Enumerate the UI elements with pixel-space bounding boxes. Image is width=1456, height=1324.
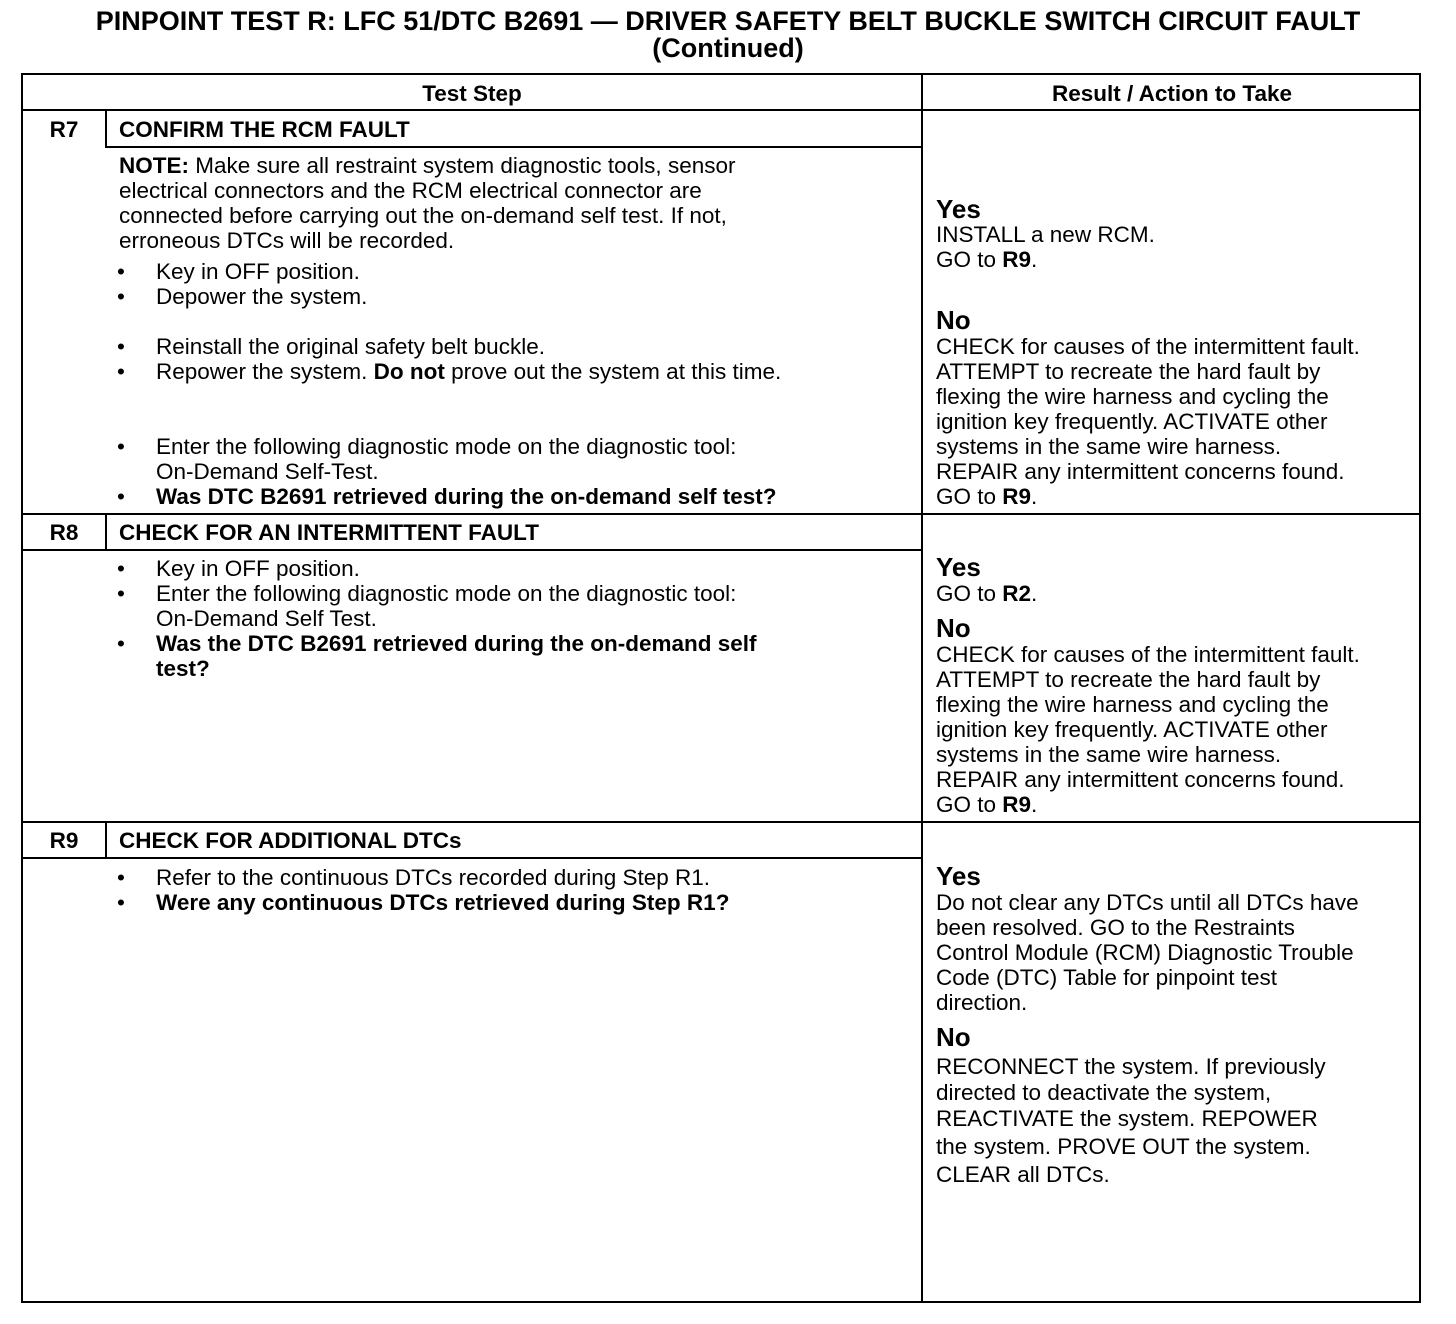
step-link: R2: [1002, 581, 1032, 606]
note-line: electrical connectors and the RCM electrical connector are: [119, 178, 702, 203]
header-divider: [23, 109, 1421, 111]
r8-step-key-off: Key in OFF position.: [156, 556, 360, 581]
r7-step-repower: [156, 359, 781, 384]
bullet-icon: •: [117, 484, 125, 509]
bullet-icon: •: [117, 334, 125, 359]
r7-id-divider: [105, 111, 107, 147]
bullet-icon: •: [117, 865, 125, 890]
r7-yes-action: INSTALL a new RCM.: [936, 222, 1155, 247]
r8-row-divider: [23, 513, 1421, 515]
text-span: .: [1031, 247, 1038, 272]
step-id-r7: R7: [49, 117, 79, 142]
r9-no-heading: No: [936, 1022, 971, 1052]
r8-no-goto: [936, 792, 1037, 817]
column-header-result: Result / Action to Take: [1051, 81, 1293, 106]
r9-row-divider: [23, 821, 1421, 823]
bullet-icon: •: [117, 581, 125, 606]
column-divider: [921, 75, 923, 1303]
r9-yes-line: direction.: [936, 990, 1028, 1015]
r8-title-divider: [23, 549, 921, 551]
r7-yes-goto: [936, 247, 1037, 272]
r7-step-key-off: Key in OFF position.: [156, 259, 360, 284]
title-line-2: (Continued): [652, 33, 804, 63]
r7-question: Was DTC B2691 retrieved during the on-demand self test?: [156, 484, 777, 509]
r9-id-divider: [105, 821, 107, 858]
r8-no-line: flexing the wire harness and cycling the: [936, 692, 1329, 717]
bullet-icon: •: [117, 556, 125, 581]
r9-yes-line: Code (DTC) Table for pinpoint test: [936, 965, 1277, 990]
text-span: .: [1031, 484, 1038, 509]
bullet-icon: •: [117, 284, 125, 309]
emphasis: Do not: [373, 359, 445, 384]
bullet-icon: •: [117, 359, 125, 384]
r8-no-line: ignition key frequently. ACTIVATE other: [936, 717, 1328, 742]
r9-yes-line: been resolved. GO to the Restraints: [936, 915, 1295, 940]
title-line-1: PINPOINT TEST R: LFC 51/DTC B2691 — DRIVER SAFETY BELT BUCKLE SWITCH CIRCUIT FAULT: [95, 6, 1361, 36]
note-label: NOTE:: [119, 153, 189, 178]
r9-step-refer: Refer to the continuous DTCs recorded during Step R1.: [156, 865, 711, 890]
r8-no-line: REPAIR any intermittent concerns found.: [936, 767, 1345, 792]
text-span: prove out the system at this time.: [444, 359, 782, 384]
step-link: R9: [1002, 484, 1032, 509]
r7-title-divider: [105, 146, 921, 148]
note-line: connected before carrying out the on-demand self test. If not,: [119, 203, 727, 228]
r7-step-depower: Depower the system.: [156, 284, 368, 309]
r9-title-divider: [23, 857, 921, 859]
text-span: Repower the system.: [156, 359, 374, 384]
step-link: R9: [1002, 247, 1032, 272]
r7-no-heading: No: [936, 305, 971, 335]
r9-no-line: directed to deactivate the system,: [936, 1080, 1272, 1105]
r8-step-diag-mode: Enter the following diagnostic mode on the diagnostic tool:: [156, 581, 737, 606]
r8-question: Was the DTC B2691 retrieved during the on-demand self: [156, 631, 757, 656]
r8-no-line: CHECK for causes of the intermittent fault.: [936, 642, 1360, 667]
note-line: erroneous DTCs will be recorded.: [119, 228, 455, 253]
r7-no-line: REPAIR any intermittent concerns found.: [936, 459, 1345, 484]
r9-no-line: CLEAR all DTCs.: [936, 1162, 1110, 1187]
r8-no-line: systems in the same wire harness.: [936, 742, 1282, 767]
r7-yes-heading: Yes: [936, 194, 981, 224]
column-header-test-step: Test Step: [422, 81, 522, 106]
r7-note: [119, 153, 735, 178]
bullet-icon: •: [117, 890, 125, 915]
r8-yes-heading: Yes: [936, 552, 981, 582]
r8-no-line: ATTEMPT to recreate the hard fault by: [936, 667, 1321, 692]
r8-id-divider: [105, 513, 107, 550]
r8-no-heading: No: [936, 613, 971, 643]
text-span: .: [1031, 792, 1038, 817]
step-title-r7: CONFIRM THE RCM FAULT: [119, 117, 410, 142]
r9-question: Were any continuous DTCs retrieved during Step R1?: [156, 890, 730, 915]
text-span: GO to: [936, 247, 1003, 272]
r8-step-diag-mode-cont: On-Demand Self Test.: [156, 606, 377, 631]
r8-question-cont: test?: [156, 656, 210, 681]
text-span: GO to: [936, 484, 1003, 509]
r7-no-line: flexing the wire harness and cycling the: [936, 384, 1329, 409]
r9-no-line: RECONNECT the system. If previously: [936, 1054, 1326, 1079]
r9-yes-line: Control Module (RCM) Diagnostic Trouble: [936, 940, 1354, 965]
page-title: [0, 8, 1456, 62]
step-link: R9: [1002, 792, 1032, 817]
r7-no-line: CHECK for causes of the intermittent fault.: [936, 334, 1360, 359]
pinpoint-test-table: [21, 73, 1421, 1303]
text-span: GO to: [936, 581, 1003, 606]
r7-step-diag-mode: Enter the following diagnostic mode on the diagnostic tool:: [156, 434, 737, 459]
r7-no-line: ATTEMPT to recreate the hard fault by: [936, 359, 1321, 384]
r8-yes-goto: [936, 581, 1037, 606]
r7-no-line: systems in the same wire harness.: [936, 434, 1282, 459]
r7-step-reinstall: Reinstall the original safety belt buckle.: [156, 334, 545, 359]
bullet-icon: •: [117, 259, 125, 284]
r7-step-diag-mode-cont: On-Demand Self-Test.: [156, 459, 379, 484]
step-id-r8: R8: [49, 520, 79, 545]
step-title-r9: CHECK FOR ADDITIONAL DTCs: [119, 828, 462, 853]
bullet-icon: •: [117, 631, 125, 656]
r9-no-line: REACTIVATE the system. REPOWER: [936, 1106, 1318, 1131]
bullet-icon: •: [117, 434, 125, 459]
r9-yes-heading: Yes: [936, 861, 981, 891]
text-span: .: [1031, 581, 1038, 606]
r9-no-line: the system. PROVE OUT the system.: [936, 1134, 1311, 1159]
r7-no-goto: [936, 484, 1037, 509]
r9-yes-line: Do not clear any DTCs until all DTCs have: [936, 890, 1359, 915]
note-line: Make sure all restraint system diagnostic tools, sensor: [189, 153, 736, 178]
step-title-r8: CHECK FOR AN INTERMITTENT FAULT: [119, 520, 539, 545]
step-id-r9: R9: [49, 828, 79, 853]
r7-no-line: ignition key frequently. ACTIVATE other: [936, 409, 1328, 434]
text-span: GO to: [936, 792, 1003, 817]
